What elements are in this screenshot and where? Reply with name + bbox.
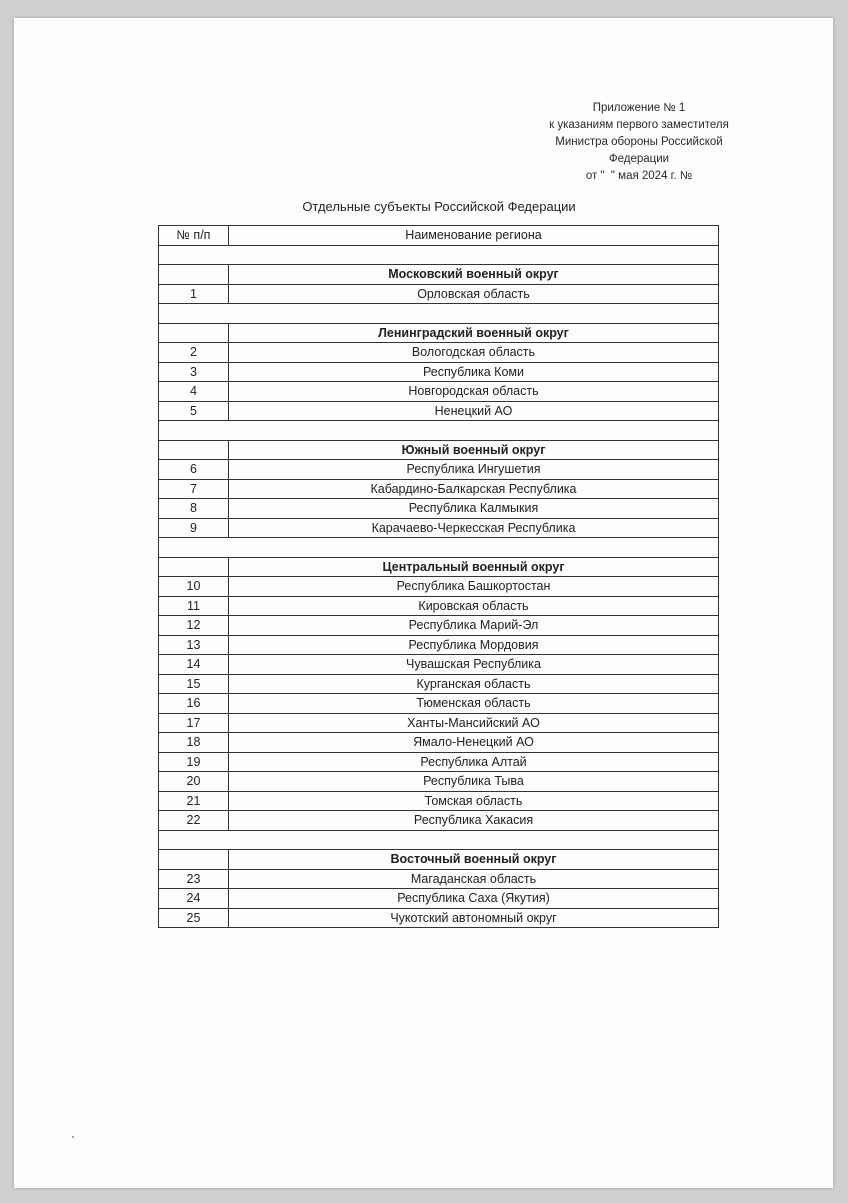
row-number: 21 [159, 791, 229, 811]
district-row [159, 557, 719, 577]
region-name: Чувашская Республика [229, 655, 719, 675]
region-name: Республика Коми [229, 362, 719, 382]
district-number-cell [159, 323, 229, 343]
row-number: 20 [159, 772, 229, 792]
row-number: 9 [159, 518, 229, 538]
row-number: 6 [159, 460, 229, 480]
table-spacer-row [159, 304, 719, 324]
column-header-number: № п/п [159, 226, 229, 246]
district-number-cell [159, 440, 229, 460]
table-spacer-row [159, 421, 719, 441]
table-row [159, 811, 719, 831]
row-number: 22 [159, 811, 229, 831]
row-number: 18 [159, 733, 229, 753]
table-spacer-row [159, 538, 719, 558]
region-name: Республика Хакасия [229, 811, 719, 831]
spacer-cell [159, 245, 719, 265]
column-header-region: Наименование региона [229, 226, 719, 246]
table-row [159, 635, 719, 655]
table-row [159, 499, 719, 519]
row-number: 7 [159, 479, 229, 499]
spacer-cell [159, 304, 719, 324]
table-header-row [159, 226, 719, 246]
district-row [159, 440, 719, 460]
table-row [159, 694, 719, 714]
district-name: Ленинградский военный округ [229, 323, 719, 343]
row-number: 23 [159, 869, 229, 889]
row-number: 25 [159, 908, 229, 928]
region-name: Томская область [229, 791, 719, 811]
document-title: Отдельные субъекты Российской Федерации [302, 199, 576, 214]
table-row [159, 655, 719, 675]
row-number: 4 [159, 382, 229, 402]
header-line-3: Министра обороны Российской [555, 136, 723, 148]
table-row [159, 343, 719, 363]
region-name: Тюменская область [229, 694, 719, 714]
table-row [159, 713, 719, 733]
row-number: 19 [159, 752, 229, 772]
table-row [159, 460, 719, 480]
row-number: 13 [159, 635, 229, 655]
row-number: 12 [159, 616, 229, 636]
district-name: Южный военный округ [229, 440, 719, 460]
region-name: Республика Алтай [229, 752, 719, 772]
region-name: Республика Тыва [229, 772, 719, 792]
region-name: Республика Саха (Якутия) [229, 889, 719, 909]
region-name: Курганская область [229, 674, 719, 694]
header-line-5: от " " мая 2024 г. № [585, 170, 693, 182]
region-name: Вологодская область [229, 343, 719, 363]
table-row [159, 382, 719, 402]
table-row [159, 791, 719, 811]
region-name: Кировская область [229, 596, 719, 616]
region-name: Ханты-Мансийский АО [229, 713, 719, 733]
region-name: Республика Марий-Эл [229, 616, 719, 636]
district-name: Центральный военный округ [229, 557, 719, 577]
region-name: Новгородская область [229, 382, 719, 402]
table-row [159, 518, 719, 538]
table-row [159, 772, 719, 792]
table-row [159, 362, 719, 382]
row-number: 17 [159, 713, 229, 733]
header-line-1: Приложение № 1 [592, 102, 686, 114]
district-number-cell [159, 265, 229, 285]
region-name: Ямало-Ненецкий АО [229, 733, 719, 753]
row-number: 24 [159, 889, 229, 909]
region-name: Ненецкий АО [229, 401, 719, 421]
row-number: 11 [159, 596, 229, 616]
row-number: 1 [159, 284, 229, 304]
spacer-cell [159, 538, 719, 558]
row-number: 5 [159, 401, 229, 421]
region-name: Республика Мордовия [229, 635, 719, 655]
region-name: Республика Калмыкия [229, 499, 719, 519]
table-row [159, 674, 719, 694]
row-number: 10 [159, 577, 229, 597]
region-name: Кабардино-Балкарская Республика [229, 479, 719, 499]
region-name: Чукотский автономный округ [229, 908, 719, 928]
district-row [159, 850, 719, 870]
table-row [159, 908, 719, 928]
district-row [159, 265, 719, 285]
district-row [159, 323, 719, 343]
row-number: 2 [159, 343, 229, 363]
region-name: Республика Башкортостан [229, 577, 719, 597]
regions-table [158, 225, 719, 928]
header-line-2: к указаниям первого заместителя [549, 119, 729, 131]
table-row [159, 479, 719, 499]
document-page [14, 18, 833, 1188]
table-row [159, 752, 719, 772]
regions-table-body [159, 245, 719, 928]
district-name: Московский военный округ [229, 265, 719, 285]
row-number: 15 [159, 674, 229, 694]
table-row [159, 733, 719, 753]
appendix-header [529, 100, 749, 185]
spacer-cell [159, 421, 719, 441]
district-number-cell [159, 850, 229, 870]
table-row [159, 577, 719, 597]
table-spacer-row [159, 830, 719, 850]
region-name: Орловская область [229, 284, 719, 304]
region-name: Республика Ингушетия [229, 460, 719, 480]
table-row [159, 889, 719, 909]
table-row [159, 284, 719, 304]
scan-speck [72, 1136, 74, 1138]
table-row [159, 616, 719, 636]
region-name: Магаданская область [229, 869, 719, 889]
table-row [159, 596, 719, 616]
row-number: 16 [159, 694, 229, 714]
header-line-4: Федерации [608, 153, 670, 165]
region-name: Карачаево-Черкесская Республика [229, 518, 719, 538]
table-row [159, 401, 719, 421]
spacer-cell [159, 830, 719, 850]
row-number: 14 [159, 655, 229, 675]
table-spacer-row [159, 245, 719, 265]
district-name: Восточный военный округ [229, 850, 719, 870]
district-number-cell [159, 557, 229, 577]
row-number: 3 [159, 362, 229, 382]
row-number: 8 [159, 499, 229, 519]
table-row [159, 869, 719, 889]
